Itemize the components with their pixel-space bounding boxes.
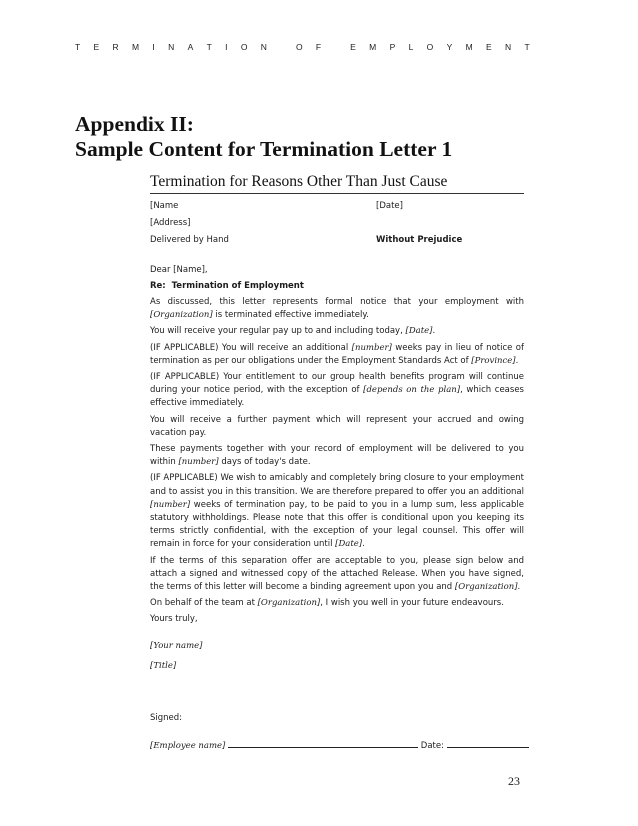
running-head-letter: E — [486, 42, 492, 52]
name-field: [Name — [150, 201, 179, 211]
date-line — [447, 738, 529, 748]
running-head-letter: Y — [446, 42, 453, 52]
signature-line — [228, 738, 418, 748]
letter-subtitle: Termination for Reasons Other Than Just Cause — [150, 173, 524, 194]
paragraph-vacation-pay: You will receive a further payment which will represent your accrued and owing vacation pay. — [150, 414, 524, 438]
paragraph-notice: As discussed, this letter represents formal notice that your employment with [Organization] is terminated effective immediately. — [150, 297, 524, 321]
title-line-2: Sample Content for Termination Letter 1 — [75, 137, 453, 161]
delivered-by-hand: Delivered by Hand — [150, 235, 229, 246]
signed-label: Signed: — [150, 713, 183, 724]
running-head-letter: O — [426, 42, 434, 52]
paragraph-benefits: (IF APPLICABLE) Your entitlement to our group health benefits program will continue during your notice period, with the exception of [depends on the plan], which ceases effective immediately. — [150, 372, 524, 409]
name-date-row — [150, 200, 524, 213]
running-head-letter: P — [389, 42, 396, 52]
your-title-placeholder: [Title] — [150, 660, 177, 671]
running-head-letter: T — [206, 42, 212, 52]
salutation: Dear [Name], — [150, 264, 208, 275]
closing: Yours truly, — [150, 614, 198, 625]
running-head-letter: I — [152, 42, 155, 52]
running-head-letter: N — [505, 42, 512, 52]
running-head-letter: F — [315, 42, 322, 52]
address-row — [150, 217, 524, 230]
re-line — [150, 280, 524, 293]
paragraph-acceptance: If the terms of this separation offer are acceptable to you, please sign below and attach a signed and witnessed copy of the attached Release. When you have signed, the terms of this letter will become a binding agreement upon you and [Organization]. — [150, 555, 524, 593]
running-head — [75, 42, 530, 52]
address-field: [Address] — [150, 218, 191, 229]
running-head-letter: M — [132, 42, 140, 52]
running-head-letter: M — [465, 42, 473, 52]
running-head-letter: O — [240, 42, 248, 52]
running-head-letter: N — [168, 42, 175, 52]
running-head-letter: E — [93, 42, 100, 52]
running-head-letter: A — [187, 42, 194, 52]
signature-row — [150, 738, 524, 753]
paragraph-offer: (IF APPLICABLE) We wish to amicably and completely bring closure to your employment and to assist you in this transition. We are therefore prepared to offer you an additional [number] weeks of termination pay, to be paid to you in a lump sum, less applicable statutory withholdings. Please note that this offer is conditional upon you keeping its terms strictly confidential, with the exception of your legal counsel. This offer will remain in force for your consideration until [Date]. — [150, 473, 524, 550]
running-head-letter: E — [350, 42, 356, 52]
date-label: Date: — [420, 741, 444, 752]
paragraph-pay-in-lieu: (IF APPLICABLE) You will receive an additional [number] weeks pay in lieu of notice of termination as per our obligations under the Employment Standards Act of [Province]. — [150, 342, 525, 366]
re-subject: Termination of Employment — [171, 280, 304, 291]
date-field: [Date] — [376, 201, 403, 211]
running-head-letter — [334, 42, 336, 52]
letter-body — [150, 200, 524, 754]
without-prejudice: Without Prejudice — [376, 235, 463, 246]
running-head-letter: R — [112, 42, 119, 52]
running-head-letter: T — [524, 42, 530, 52]
paragraph-farewell: On behalf of the team at [Organization], I wish you well in your future endeavours. — [150, 598, 504, 609]
running-head-letter — [280, 42, 282, 52]
paragraph-regular-pay: You will receive your regular pay up to and including today, [Date]. — [150, 326, 436, 337]
re-label: Re: — [150, 280, 166, 291]
running-head-letter: O — [295, 42, 303, 52]
your-name-placeholder: [Your name] — [150, 640, 203, 651]
paragraph-record-of-employment: These payments together with your record of employment will be delivered to you within [number] days of today's date. — [150, 444, 524, 468]
running-head-letter: I — [225, 42, 228, 52]
page-title — [75, 112, 452, 162]
title-line-1: Appendix II: — [75, 112, 194, 136]
running-head-letter: N — [260, 42, 267, 52]
running-head-letter: M — [369, 42, 377, 52]
page-number: 23 — [508, 774, 520, 788]
employee-name-placeholder: [Employee name] — [150, 741, 226, 752]
running-head-letter: T — [75, 42, 81, 52]
delivery-row — [150, 234, 524, 247]
running-head-letter: L — [408, 42, 414, 52]
